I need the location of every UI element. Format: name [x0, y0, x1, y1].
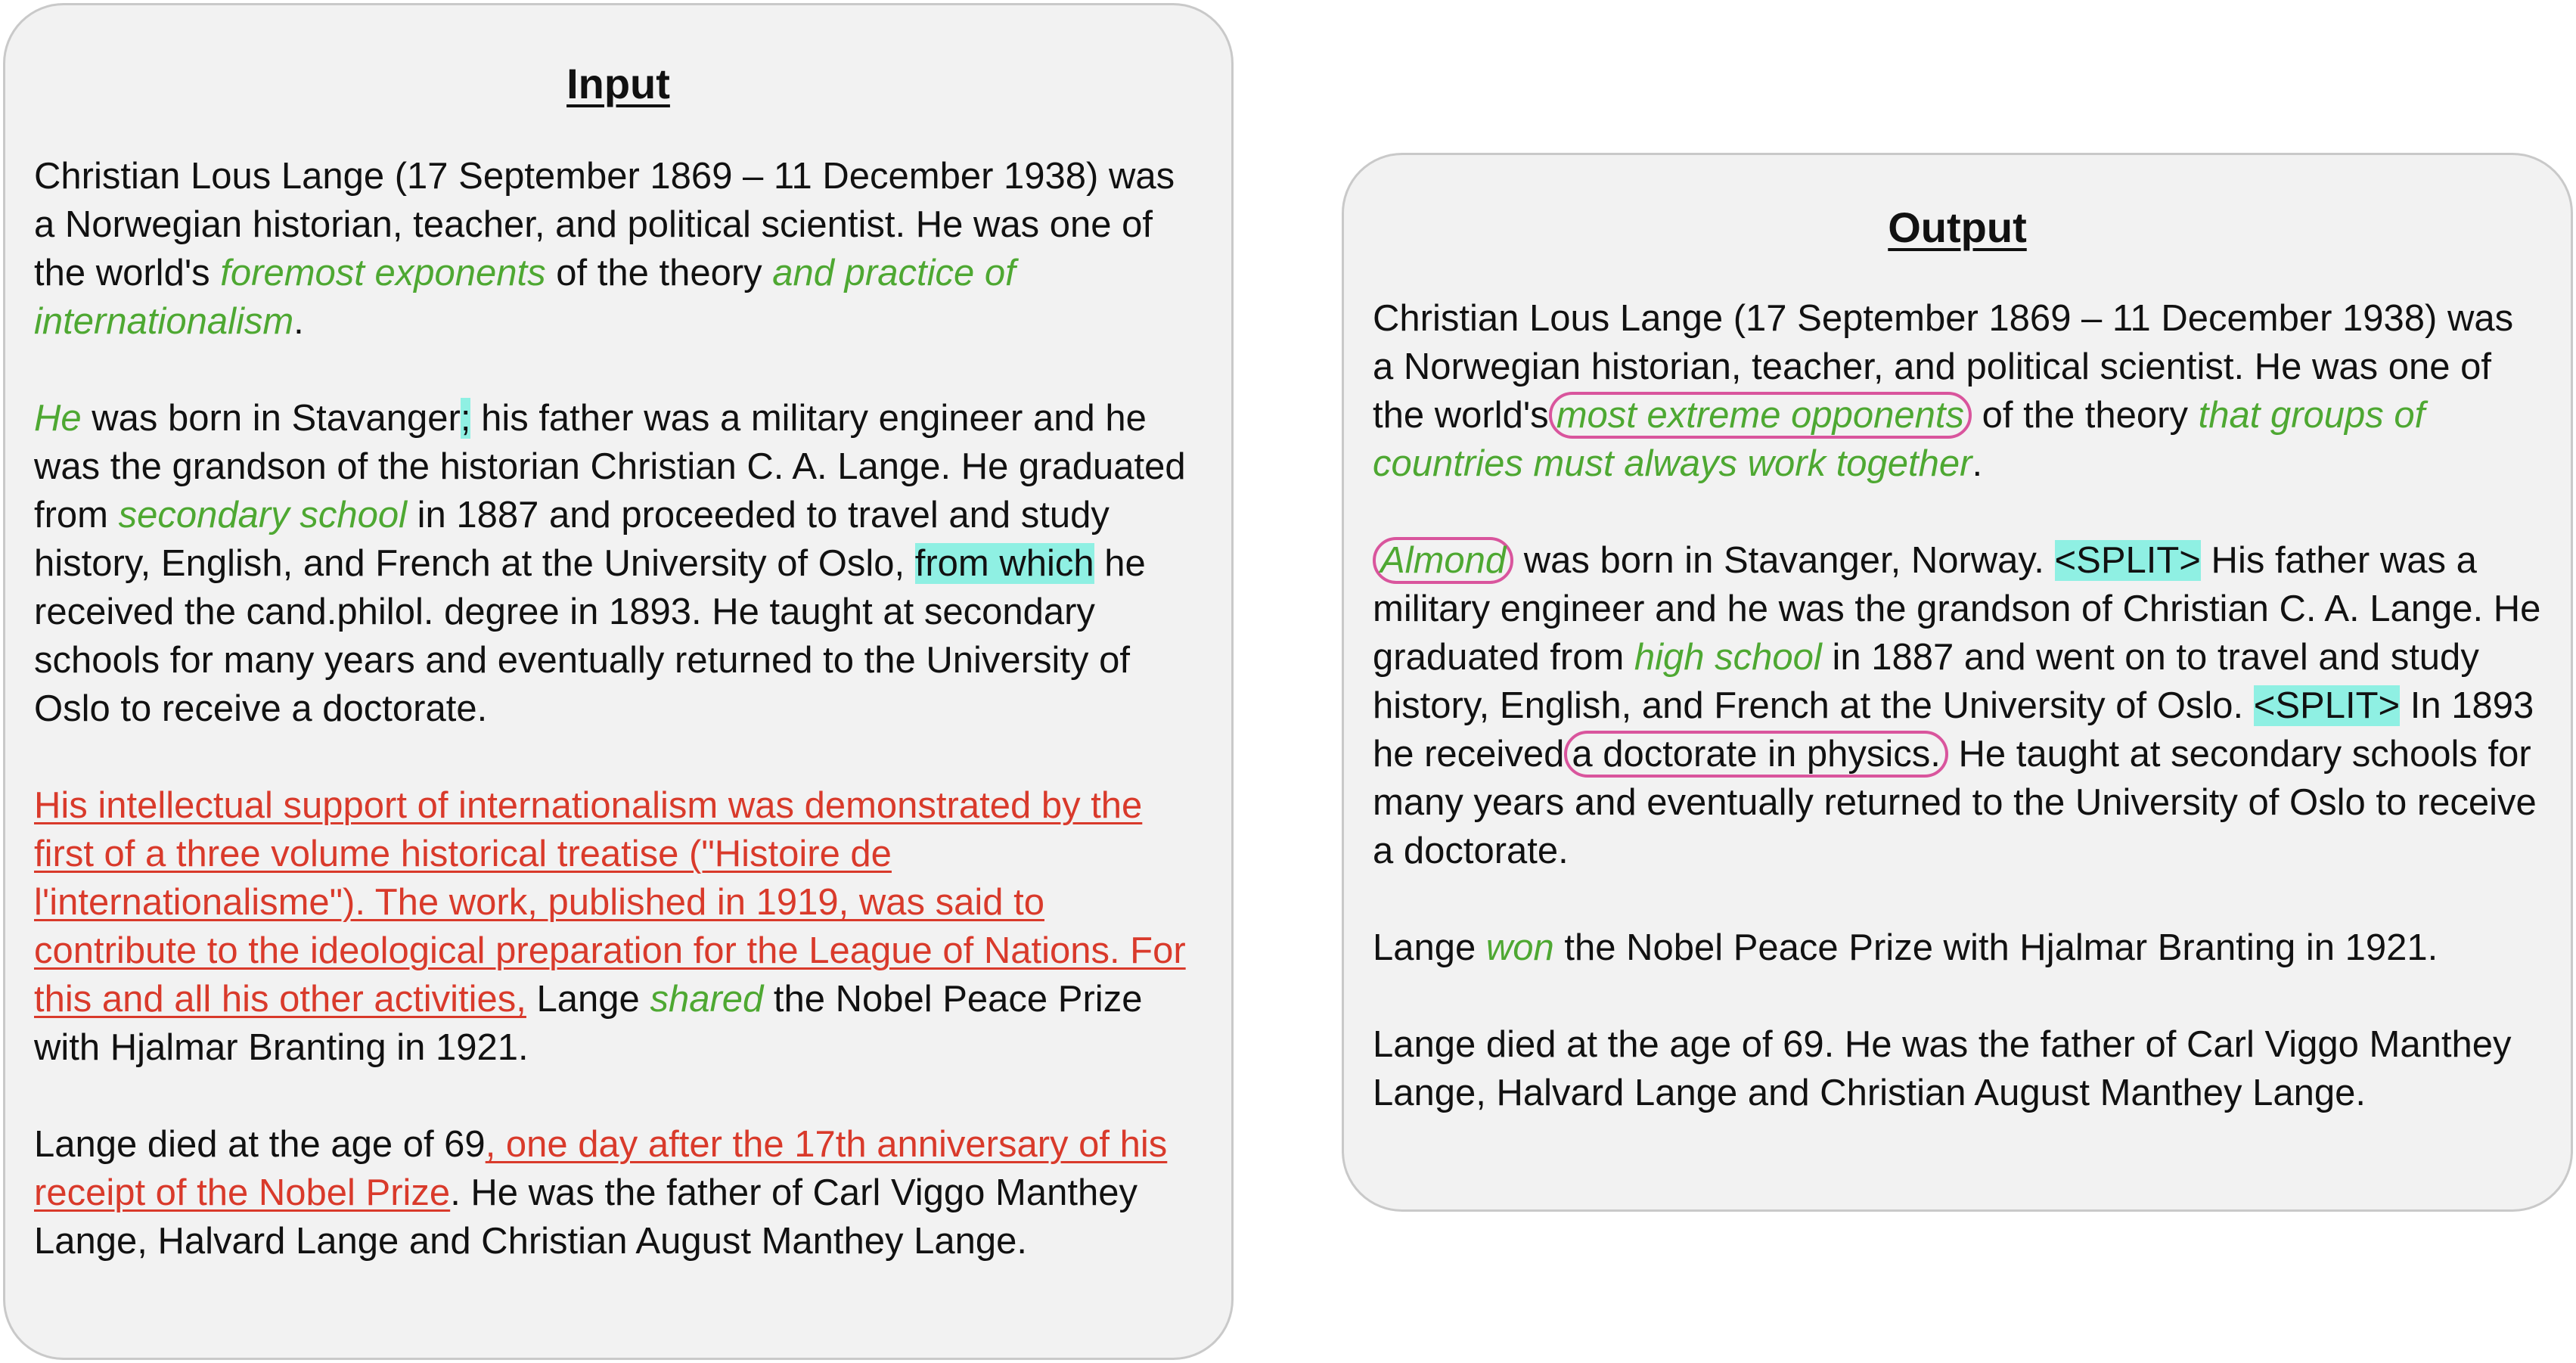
- text: His father was a military engineer and he was the grandson of Christian C. A. Lange. He graduated from: [1373, 540, 2541, 678]
- text: Lange: [1373, 927, 1486, 968]
- text: Christian Lous Lange (17 September 1869 – 11 December 1938) was a Norwegian historian, teacher, and political scientist. He was one of the world's: [34, 156, 1175, 293]
- output-panel: [1342, 153, 2573, 1212]
- text: Lange: [526, 979, 650, 1020]
- input-panel: [3, 3, 1234, 1360]
- replaced-phrase: that groups of countries must always work together: [1373, 395, 2425, 484]
- output-paragraph-3: [1373, 924, 2542, 972]
- text: .: [293, 301, 304, 342]
- replaced-phrase: secondary school: [118, 495, 407, 536]
- text: the Nobel Peace Prize with Hjalmar Branting in 1921.: [34, 979, 1143, 1068]
- input-paragraph-4: [34, 1120, 1203, 1265]
- text: the Nobel Peace Prize with Hjalmar Branting in 1921.: [1553, 927, 2438, 968]
- text: In 1893 he received: [1373, 685, 2534, 775]
- input-title: Input: [566, 60, 670, 107]
- input-paragraph-2: [34, 394, 1203, 733]
- error-circled-phrase: most extreme opponents: [1549, 392, 1972, 439]
- text: his father was a military engineer and he was the grandson of the historian Christian C. A. Lange. He graduated from: [34, 398, 1186, 536]
- text: .: [1972, 443, 1983, 484]
- output-title: Output: [1888, 203, 2027, 251]
- text: He taught at secondary schools for many years and eventually returned to the University of Oslo to receive a doctorate.: [1373, 734, 2537, 871]
- split-token: <SPLIT>: [2054, 540, 2201, 581]
- text: Christian Lous Lange (17 September 1869 – 11 December 1938) was a Norwegian historian, teacher, and political scientist. He was one of the world's: [1373, 298, 2514, 436]
- deleted-text: His intellectual support of internationalism was demonstrated by the first of a three volume historical treatise ("Histoire de l'internationalisme"). The work, published in 1919, was said to contribute to the ideological preparation for the League of Nations. For this and all his other activities,: [34, 785, 1186, 1020]
- text: of the theory: [545, 253, 773, 293]
- deleted-text: , one day after the 17th anniversary of his receipt of the Nobel Prize: [34, 1124, 1168, 1213]
- error-circled-phrase: a doctorate in physics.: [1564, 731, 1948, 778]
- text: in 1887 and went on to travel and study history, English, and French at the University of Oslo.: [1373, 637, 2479, 726]
- replaced-phrase: He: [34, 398, 82, 439]
- text: was born in Stavanger, Norway.: [1513, 540, 2055, 581]
- replaced-phrase: and practice of internationalism: [34, 253, 1016, 342]
- replaced-phrase: foremost exponents: [220, 253, 546, 293]
- replaced-phrase: won: [1485, 927, 1554, 968]
- text: Lange died at the age of 69. He was the father of Carl Viggo Manthey Lange, Halvard Lange and Christian August Manthey Lange.: [1373, 1024, 2512, 1113]
- text: of the theory: [1971, 395, 2199, 436]
- output-paragraph-1: [1373, 294, 2542, 488]
- split-highlight: from which: [914, 543, 1094, 584]
- text: Lange died at the age of 69: [34, 1124, 486, 1165]
- text: . He was the father of Carl Viggo Manthey Lange, Halvard Lange and Christian August Manthey Lange.: [34, 1172, 1137, 1262]
- text: was born in Stavanger: [81, 398, 461, 439]
- input-paragraph-1: [34, 152, 1203, 346]
- output-paragraph-4: [1373, 1020, 2542, 1117]
- replaced-phrase: high school: [1634, 637, 1822, 678]
- split-token: <SPLIT>: [2253, 685, 2401, 726]
- replaced-phrase: shared: [650, 979, 764, 1020]
- split-highlight: ;: [460, 398, 471, 439]
- input-paragraph-3: [34, 781, 1203, 1072]
- text: in 1887 and proceeded to travel and study history, English, and French at the University of Oslo,: [34, 495, 1110, 584]
- error-circled-phrase: Almond: [1373, 537, 1513, 584]
- text: he received the cand.philol. degree in 1893. He taught at secondary schools for many years and eventually returned to the University of Oslo to receive a doctorate.: [34, 543, 1146, 729]
- output-paragraph-2: [1373, 536, 2542, 875]
